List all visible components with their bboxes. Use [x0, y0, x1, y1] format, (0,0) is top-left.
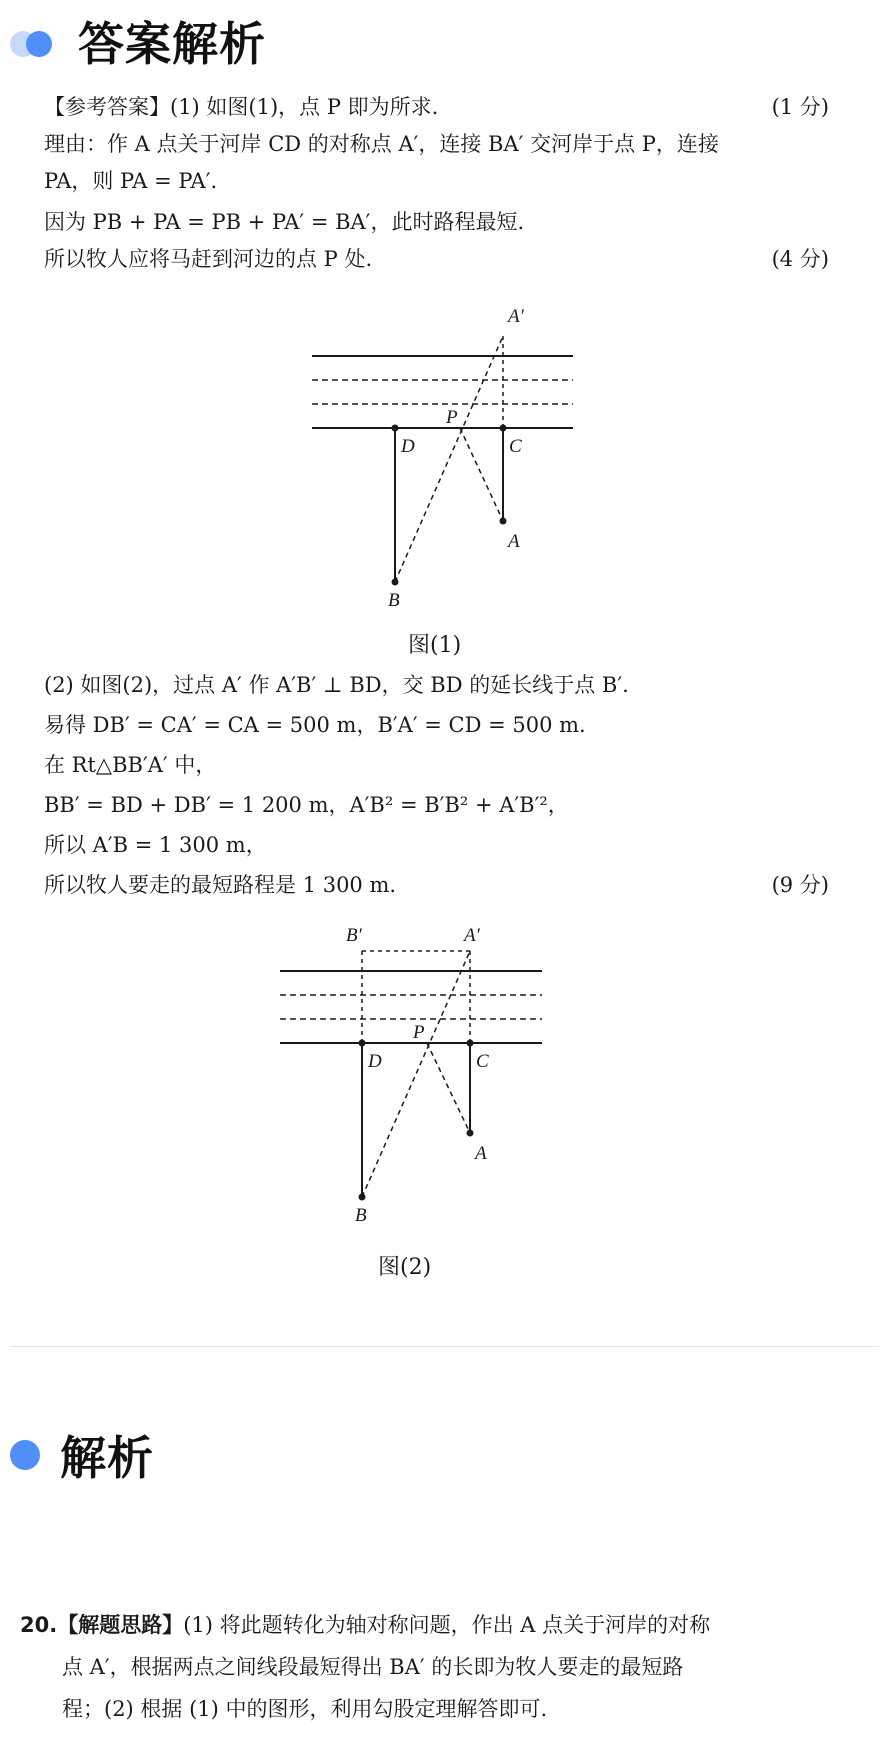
point-a — [467, 1130, 474, 1137]
answer-line — [44, 92, 829, 122]
solution-text: 点 A′，根据两点之间线段最短得出 BA′ 的长即为牧人要走的最短路 — [62, 1655, 684, 1679]
figure-2-diagram — [272, 915, 562, 1235]
answer-section-header — [10, 8, 266, 74]
solution-line — [62, 1694, 859, 1724]
label-a-prime: A′ — [464, 925, 480, 946]
solution-text: 程；(2) 根据 (1) 中的图形，利用勾股定理解答即可. — [62, 1697, 548, 1721]
answer-line — [44, 870, 829, 900]
point-d — [359, 1040, 366, 1047]
label-b: B — [355, 1205, 367, 1226]
figure-2-caption: 图(2) — [378, 1255, 432, 1280]
points-label: (4 分) — [771, 247, 829, 271]
answer-line-text: 理由：作 A 点关于河岸 CD 的对称点 A′，连接 BA′ 交河岸于点 P，连接 — [44, 132, 719, 156]
points-label: (9 分) — [771, 873, 829, 897]
figure-1-caption: 图(1) — [408, 633, 462, 658]
answer-line — [44, 750, 829, 780]
answer-line — [44, 207, 829, 237]
label-b-prime: B′ — [346, 925, 362, 946]
solution-text: (1) 将此题转化为轴对称问题，作出 A 点关于河岸的对称 — [183, 1613, 711, 1637]
answer-line-text: 【参考答案】(1) 如图(1)，点 P 即为所求. — [44, 95, 439, 119]
analysis-section-header — [10, 1422, 154, 1488]
segment-pa — [460, 428, 503, 521]
section-divider — [10, 1346, 879, 1347]
label-p: P — [446, 407, 458, 428]
point-b — [392, 579, 399, 586]
segment-ba-prime — [362, 951, 470, 1197]
label-a: A — [475, 1143, 487, 1164]
label-c: C — [509, 436, 522, 457]
answer-line-text: 在 Rt△BB′A′ 中， — [44, 753, 217, 777]
point-c — [467, 1040, 474, 1047]
answer-line — [44, 670, 829, 700]
question-number: 20. — [20, 1613, 58, 1637]
answer-line — [44, 244, 829, 274]
solution-tag: 【解题思路】 — [57, 1612, 184, 1637]
answer-line — [44, 166, 829, 196]
point-c — [500, 425, 507, 432]
figure-1-diagram — [300, 300, 590, 610]
point-a — [500, 518, 507, 525]
label-a: A — [508, 531, 520, 552]
answer-line-text: BB′ = BD + DB′ = 1 200 m，A′B² = B′B² + A′B′²， — [44, 793, 569, 817]
answer-line — [44, 790, 829, 820]
answer-line-text: 所以牧人要走的最短路程是 1 300 m. — [44, 873, 397, 897]
label-d: D — [368, 1051, 382, 1072]
answer-line — [44, 129, 829, 159]
answer-line — [44, 710, 829, 740]
label-b: B — [388, 590, 400, 610]
label-a-prime: A′ — [508, 306, 524, 327]
solution-line — [20, 1610, 859, 1640]
points-label: (1 分) — [771, 95, 829, 119]
analysis-section-title: 解析 — [60, 1431, 154, 1485]
answer-section-title: 答案解析 — [78, 17, 266, 71]
answer-line-text: 易得 DB′ = CA′ = CA = 500 m，B′A′ = CD = 500 m. — [44, 713, 586, 737]
label-c: C — [476, 1051, 489, 1072]
point-b — [359, 1194, 366, 1201]
answer-line-text: 因为 PB + PA = PB + PA′ = BA′，此时路程最短. — [44, 210, 525, 234]
label-p: P — [413, 1022, 425, 1043]
solution-line — [62, 1652, 859, 1682]
answer-line — [44, 830, 829, 860]
answer-line-text: 所以牧人应将马赶到河边的点 P 处. — [44, 247, 373, 271]
answer-line-text: PA，则 PA = PA′. — [44, 169, 218, 193]
segment-pa — [427, 1043, 470, 1133]
label-d: D — [401, 436, 415, 457]
bullet-dot-icon — [10, 1440, 40, 1470]
segment-ba-prime — [395, 336, 503, 582]
bullet-dots-icon — [10, 27, 56, 55]
answer-line-text: 所以 A′B = 1 300 m， — [44, 833, 267, 857]
point-d — [392, 425, 399, 432]
answer-line-text: (2) 如图(2)，过点 A′ 作 A′B′ ⊥ BD，交 BD 的延长线于点 B′. — [44, 673, 629, 697]
